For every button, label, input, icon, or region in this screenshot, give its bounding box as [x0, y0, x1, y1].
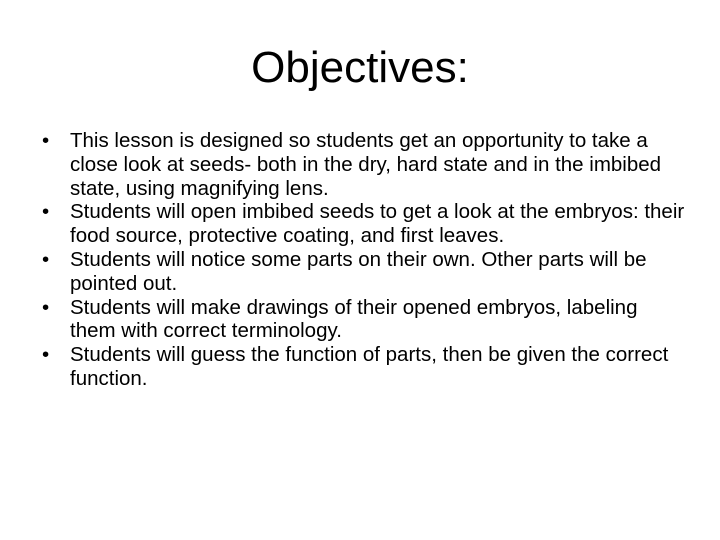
- list-item: [36, 200, 686, 248]
- bullet-icon: •: [42, 295, 50, 319]
- list-item-text: Students will open imbibed seeds to get a look at the embryos: their food source, protective coating, and first leaves.: [70, 200, 685, 248]
- list-item-text: This lesson is designed so students get an opportunity to take a close look at seeds- both in the dry, hard state and in the imbibed state, using magnifying lens.: [70, 129, 662, 200]
- list-item: [36, 248, 686, 296]
- bullet-icon: •: [42, 247, 50, 271]
- bullet-icon: •: [42, 343, 50, 367]
- bullet-icon: •: [42, 129, 50, 152]
- list-item-text: Students will guess the function of parts, then be given the correct function.: [70, 343, 669, 390]
- list-item: [36, 296, 686, 344]
- list-item: [36, 343, 686, 391]
- slide-title: Objectives:: [251, 43, 469, 92]
- list-item-text: Students will make drawings of their opened embryos, labeling them with correct terminology.: [70, 295, 638, 343]
- bullet-icon: •: [42, 200, 50, 224]
- list-item-text: Students will notice some parts on their own. Other parts will be pointed out.: [70, 247, 647, 295]
- objectives-list: [36, 129, 686, 391]
- list-item: [36, 129, 686, 200]
